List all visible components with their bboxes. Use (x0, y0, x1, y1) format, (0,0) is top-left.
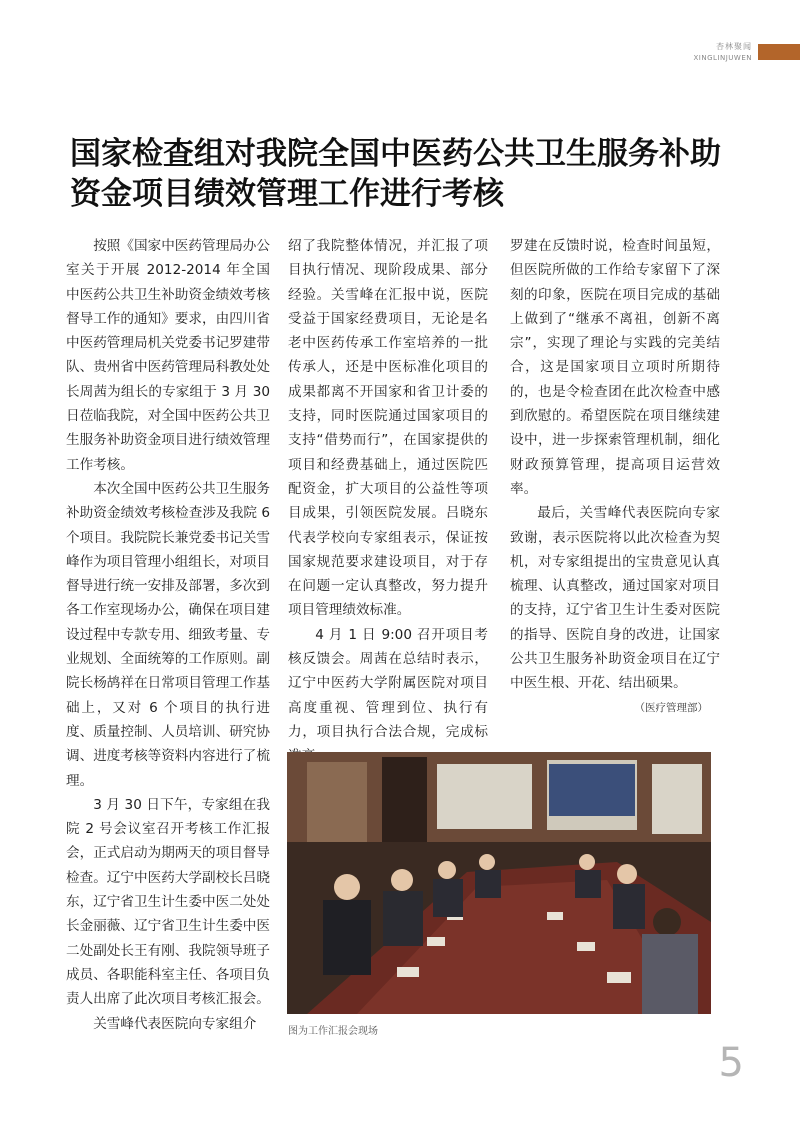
article-column-3 (510, 234, 720, 718)
paragraph: 关雪峰代表医院向专家组介 (93, 1015, 257, 1032)
paragraph-continued: 罗建在反馈时说，检查时间虽短，但医院所做的工作给专家留下了深刻的印象，医院在项目完成的基础上做到了“继承不离祖，创新不离宗”，实现了理论与实践的完美结合，这是国家项目立项时所期待的，也是令检查团在此次检查中感到欣慰的。希望医院在项目继续建设中，进一步探索管理机制，细化财政预算管理，提高项目运营效率。 (510, 238, 720, 497)
article-title (70, 134, 750, 214)
paragraph: 按照《国家中医药管理局办公室关于开展 2012-2014 年全国中医药公共卫生补助资金绩效考核督导工作的通知》要求，由四川省中医药管理局机关党委书记罗建带队、贵州省中医药管理局科教处处长周茜为组长的专家组于 3 月 30 日莅临我院，对全国中医药公共卫生服务补助资金项目进行绩效管理工作考核。 (66, 238, 270, 473)
paragraph: 本次全国中医药公共卫生服务补助资金绩效考核检查涉及我院 6 个项目。我院院长兼党委书记关雪峰作为项目管理小组组长，对项目督导进行统一安排及部署，多次到各工作室现场办公，确保在项目建设过程中专款专用、细致考量、专业规划、全面统筹的工作原则。副院长杨鸪祥在日常项目管理工作基础上，又对 6 个项目的执行进度、质量控制、人员培训、研究协调、进度考核等资料内容进行了梳理。 (66, 480, 270, 789)
section-name-pinyin: XINGLINJUWEN (693, 54, 752, 62)
paragraph-continued: 绍了我院整体情况，并汇报了项目执行情况、现阶段成果、部分经验。关雪峰在汇报中说，医院受益于国家经费项目，无论是名老中医药传承工作室培养的一批传承人，还是中医标准化项目的成果都离不开国家和省卫计委的支持，同时医院通过国家项目的支持“借势而行”，在国家提供的项目和经费基础上，通过医院匹配资金，扩大项目的公益性等项目成果，引领医院发展。吕晓东代表学校向专家组表示，保证按国家规范要求建设项目，对于存在问题一定认真整改，努力提升项目管理绩效标准。 (288, 238, 488, 619)
page-number: 5 (718, 1040, 744, 1086)
paragraph: 3 月 30 日下午，专家组在我院 2 号会议室召开考核工作汇报会，正式启动为期两天的项目督导检查。辽宁中医药大学副校长吕晓东，辽宁省卫生计生委中医二处处长金丽薇、辽宁省卫生计生委中医二处副处长王有刚、我院领导班子成员、各职能科室主任、各项目负责人出席了此次项目考核汇报会。 (66, 796, 270, 1008)
meeting-photo (287, 752, 711, 1014)
article-column-2 (288, 234, 488, 769)
photo-caption: 图为工作汇报会现场 (288, 1026, 378, 1037)
article-title-line-1: 国家检查组对我院全国中医药公共卫生服务补助 (70, 136, 721, 172)
paragraph: 4 月 1 日 9:00 召开项目考核反馈会。周茜在总结时表示，辽宁中医药大学附属医院对项目高度重视、管理到位、执行有力，项目执行合法合规，完成标 (288, 626, 488, 740)
section-color-tag (758, 44, 800, 60)
article-column-1 (66, 234, 270, 1036)
article-title-line-2: 资金项目绩效管理工作进行考核 (70, 176, 504, 212)
article-signature: （医疗管理部） (634, 701, 708, 714)
section-name: 杏林聚闻 (716, 42, 752, 51)
paragraph: 最后，关雪峰代表医院向专家致谢，表示医院将以此次检查为契机，对专家组提出的宝贵意见认真梳理、认真整改，通过国家对项目的支持，辽宁省卫生计生委对医院的指导、医院自身的改进，让国家公共卫生服务补助资金项目在辽宁中医生根、开花、结出硕果。 (510, 505, 720, 692)
